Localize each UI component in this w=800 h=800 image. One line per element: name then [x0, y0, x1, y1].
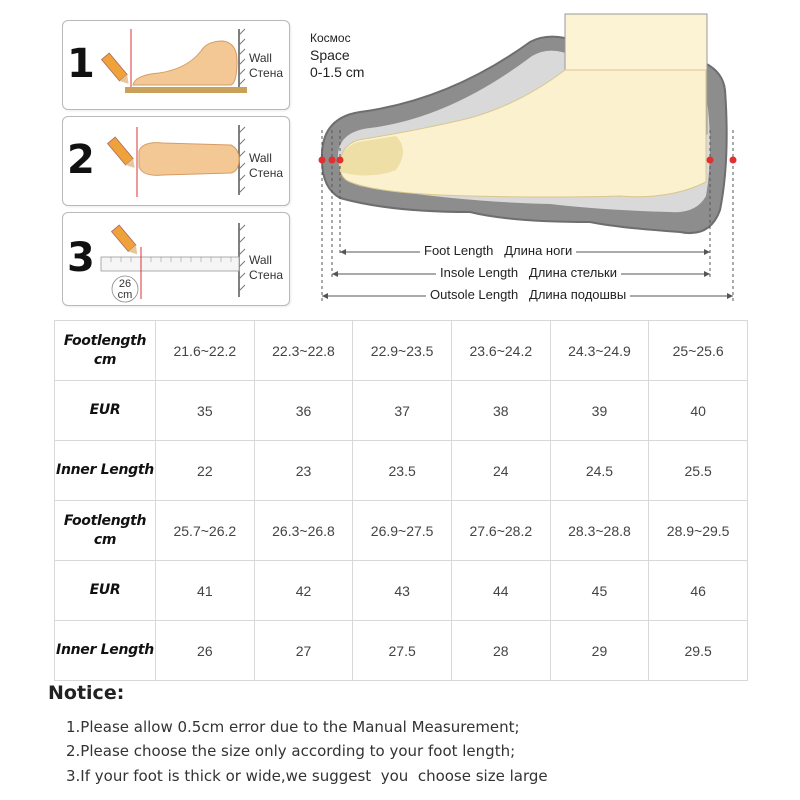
table-cell: 29 [550, 621, 649, 681]
table-row [55, 441, 748, 501]
wall-label: Wall Стена [249, 253, 284, 282]
table-row [55, 561, 748, 621]
table-cell: 25.5 [649, 441, 748, 501]
table-cell: 24.3~24.9 [550, 321, 649, 381]
table-cell: 36 [254, 381, 353, 441]
table-cell: 23 [254, 441, 353, 501]
table-cell: 28 [451, 621, 550, 681]
table-cell: 45 [550, 561, 649, 621]
row-header: EUR [55, 561, 156, 621]
table-cell: 27.6~28.2 [451, 501, 550, 561]
table-cell: 44 [451, 561, 550, 621]
table-cell: 21.6~22.2 [156, 321, 255, 381]
table-cell: 24 [451, 441, 550, 501]
table-row [55, 501, 748, 561]
notice-item: 3.If your foot is thick or wide,we suggest you choose size large [66, 767, 548, 785]
table-cell: 28.9~29.5 [649, 501, 748, 561]
row-header: Footlength cm [55, 501, 156, 561]
size-chart-table [54, 320, 748, 681]
table-cell: 42 [254, 561, 353, 621]
shoe-diagram [300, 0, 800, 310]
foot-length-label: Foot Length Длина ноги [420, 243, 576, 258]
outsole-length-label: Outsole Length Длина подошвы [426, 287, 630, 302]
row-header: Footlength cm [55, 321, 156, 381]
insole-length-label: Insole Length Длина стельки [436, 265, 621, 280]
table-cell: 39 [550, 381, 649, 441]
table-cell: 37 [353, 381, 452, 441]
table-cell: 25.7~26.2 [156, 501, 255, 561]
table-cell: 24.5 [550, 441, 649, 501]
notice-title: Notice: [48, 682, 125, 704]
measure-step-1 [62, 20, 290, 110]
table-cell: 26 [156, 621, 255, 681]
table-cell: 23.5 [353, 441, 452, 501]
step-number: 1 [67, 41, 95, 87]
table-row [55, 381, 748, 441]
table-cell: 38 [451, 381, 550, 441]
table-cell: 41 [156, 561, 255, 621]
table-cell: 23.6~24.2 [451, 321, 550, 381]
notice-item: 2.Please choose the size only according to your foot length; [66, 742, 516, 760]
step-number: 3 [67, 235, 95, 281]
table-row [55, 621, 748, 681]
table-row [55, 321, 748, 381]
table-cell: 26.3~26.8 [254, 501, 353, 561]
shoe-illustration [300, 0, 800, 310]
measure-step-2 [62, 116, 290, 206]
table-cell: 25~25.6 [649, 321, 748, 381]
row-header: Inner Length [55, 441, 156, 501]
table-cell: 22.3~22.8 [254, 321, 353, 381]
ruler-value: 26 cm [117, 278, 133, 301]
table-cell: 43 [353, 561, 452, 621]
space-label: Космос Space 0-1.5 cm [310, 31, 365, 80]
wall-label: Wall Стена [249, 151, 284, 180]
table-cell: 28.3~28.8 [550, 501, 649, 561]
table-cell: 35 [156, 381, 255, 441]
table-cell: 27 [254, 621, 353, 681]
row-header: Inner Length [55, 621, 156, 681]
table-cell: 40 [649, 381, 748, 441]
wall-label: Wall Стена [249, 51, 284, 80]
step-number: 2 [67, 137, 95, 183]
table-cell: 27.5 [353, 621, 452, 681]
notice-item: 1.Please allow 0.5cm error due to the Manual Measurement; [66, 718, 520, 736]
table-cell: 22.9~23.5 [353, 321, 452, 381]
table-cell: 29.5 [649, 621, 748, 681]
table-cell: 22 [156, 441, 255, 501]
table-cell: 46 [649, 561, 748, 621]
row-header: EUR [55, 381, 156, 441]
measure-step-3 [62, 212, 290, 306]
table-cell: 26.9~27.5 [353, 501, 452, 561]
